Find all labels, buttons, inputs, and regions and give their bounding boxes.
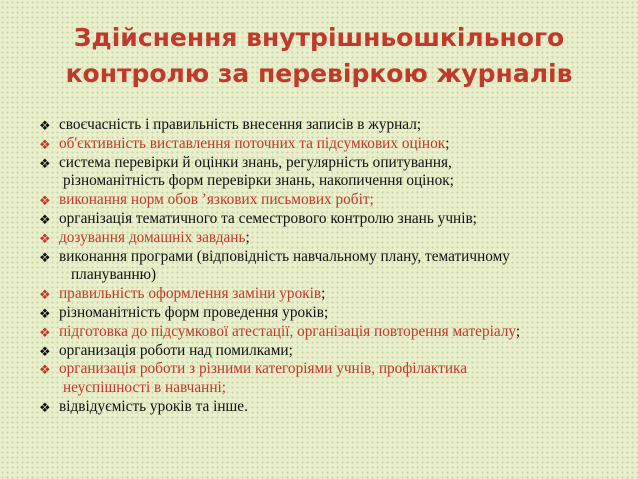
list-item xyxy=(39,323,633,342)
list-item xyxy=(39,135,633,154)
diamond-bullet-icon: ❖ xyxy=(39,343,51,359)
diamond-bullet-icon: ❖ xyxy=(39,136,51,152)
diamond-bullet-icon: ❖ xyxy=(39,249,51,265)
item-text: ; xyxy=(515,322,521,340)
list-item xyxy=(39,191,633,210)
diamond-bullet-icon: ❖ xyxy=(39,211,51,227)
diamond-bullet-icon: ❖ xyxy=(39,305,51,321)
item-text: ; xyxy=(321,285,326,303)
item-text: організація тематичного та семестрового контролю знань учнів; xyxy=(59,209,477,227)
item-text: різноманітність форм проведення уроків; xyxy=(59,303,329,321)
item-text-continued: різноманітність форм перевірки знань, накопичення оцінок; xyxy=(63,172,454,190)
list-item xyxy=(39,360,633,398)
item-text: организація роботи над помилками; xyxy=(59,341,293,359)
item-text: своєчасність і правильність внесення записів в журнал; xyxy=(59,116,422,133)
list-item xyxy=(39,154,633,192)
item-text-highlight: организація роботи з різними категоріями учнів, профілактика xyxy=(59,360,467,378)
diamond-bullet-icon: ❖ xyxy=(39,324,51,340)
title-line-1: Здійснення внутрішньошкільного xyxy=(73,23,565,52)
diamond-bullet-icon: ❖ xyxy=(39,287,51,303)
diamond-bullet-icon: ❖ xyxy=(39,155,51,171)
item-text-highlight: дозування домашніх завдань xyxy=(59,228,246,246)
item-text-highlight: правильність оформлення заміни уроків xyxy=(59,285,322,303)
item-text: ; xyxy=(245,228,250,246)
item-text: відвідуємість уроків та інше. xyxy=(59,397,248,415)
item-text-highlight: об'єктивність виставлення поточних та підсумкових оцінок xyxy=(59,134,446,152)
list-item xyxy=(39,285,633,304)
diamond-bullet-icon: ❖ xyxy=(39,118,51,133)
item-text-highlight: підготовка до підсумкової атестації, організація повторення матеріалу xyxy=(59,322,516,340)
checklist xyxy=(39,116,633,417)
item-text-continued: плануванню) xyxy=(71,266,157,284)
list-item xyxy=(39,210,633,229)
diamond-bullet-icon: ❖ xyxy=(39,193,51,209)
item-text: система перевірки й оцінки знань, регулярність опитування, xyxy=(59,153,452,171)
diamond-bullet-icon: ❖ xyxy=(39,230,51,246)
item-text: виконання програми (відповідність навчальному плану, тематичному xyxy=(59,247,510,265)
item-text-highlight: виконання норм обов ’язкових письмових робіт; xyxy=(59,191,374,209)
item-text: ; xyxy=(445,134,450,152)
list-item xyxy=(39,342,633,361)
list-item xyxy=(39,248,633,286)
list-item xyxy=(39,116,633,135)
diamond-bullet-icon: ❖ xyxy=(39,399,51,415)
title-line-2: контролю за перевіркою журналів xyxy=(65,59,573,88)
item-text-continued: неуспішності в навчанні; xyxy=(63,379,227,397)
page-title xyxy=(0,20,638,92)
list-item xyxy=(39,304,633,323)
diamond-bullet-icon: ❖ xyxy=(39,362,51,378)
list-item xyxy=(39,229,633,248)
list-item xyxy=(39,398,633,417)
